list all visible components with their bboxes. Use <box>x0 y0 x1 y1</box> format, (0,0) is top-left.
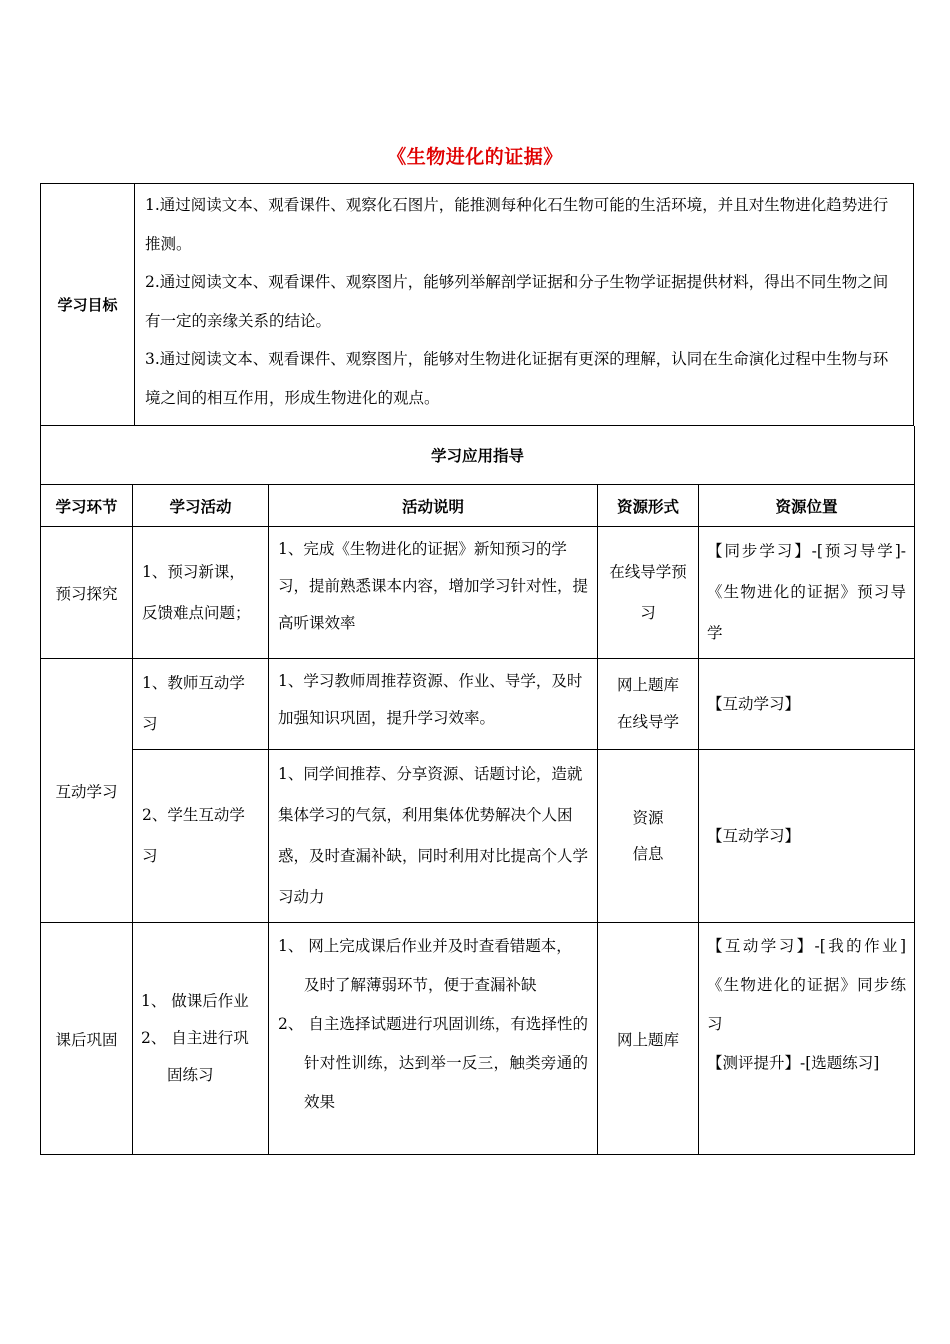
stage-cell: 互动学习 <box>41 659 133 923</box>
column-header: 资源位置 <box>699 485 915 527</box>
lesson-plan <box>40 183 914 1155</box>
activity-cell <box>133 923 269 1155</box>
objective-item: 1.通过阅读文本、观看课件、观察化石图片，能推测每种化石生物可能的生活环境，并且对生物进化趋势进行推测。 <box>145 196 889 253</box>
table-header-row <box>41 485 915 527</box>
activity-cell: 2、学生互动学习 <box>133 750 269 923</box>
resource-location-cell <box>699 923 915 1155</box>
description-cell: 1、学习教师周推荐资源、作业、导学，及时加强知识巩固，提升学习效率。 <box>269 659 598 750</box>
resource-type-cell: 在线导学预习 <box>598 527 699 659</box>
description-item: 1、 网上完成课后作业并及时查看错题本， <box>278 937 572 955</box>
table-row <box>41 527 915 659</box>
resource-location-item: 【互动学习】-[我的作业]《生物进化的证据》同步练习 <box>707 937 906 1033</box>
description-item: 及时了解薄弱环节，便于查漏补缺 <box>304 976 537 994</box>
table-row <box>41 659 915 750</box>
resource-type-line: 资源 <box>632 809 664 827</box>
resource-location-cell: 【互动学习】 <box>699 750 915 923</box>
objective-item: 3.通过阅读文本、观看课件、观察图片，能够对生物进化证据有更深的理解，认同在生命演化过程中生物与环境之间的相互作用，形成生物进化的观点。 <box>145 350 889 407</box>
objectives-content <box>135 184 914 426</box>
resource-type-line: 网上题库 <box>616 676 679 694</box>
description-item: 2、 自主选择试题进行巩固训练，有选择性的针对性训练，达到举一反三，触类旁通的效果 <box>278 1015 588 1111</box>
resource-type-cell <box>598 750 699 923</box>
activity-item: 1、 做课后作业 <box>141 992 249 1010</box>
stage-cell: 课后巩固 <box>41 923 133 1155</box>
column-header: 学习活动 <box>133 485 269 527</box>
resource-type-cell <box>598 659 699 750</box>
objective-item: 2.通过阅读文本、观看课件、观察图片，能够列举解剖学证据和分子生物学证据提供材料，得出不同生物之间有一定的亲缘关系的结论。 <box>145 273 889 330</box>
resource-type-cell: 网上题库 <box>598 923 699 1155</box>
guide-heading: 学习应用指导 <box>41 426 915 485</box>
resource-location-cell: 【同步学习】-[预习导学]- 《生物进化的证据》预习导学 <box>699 527 915 659</box>
column-header: 活动说明 <box>269 485 598 527</box>
resource-location-item: 【测评提升】-[选题练习] <box>707 1054 880 1072</box>
document-title: 《生物进化的证据》 <box>387 146 563 168</box>
guide-table <box>40 426 915 1155</box>
stage-cell: 预习探究 <box>41 527 133 659</box>
activity-cell: 1、教师互动学习 <box>133 659 269 750</box>
column-header: 学习环节 <box>41 485 133 527</box>
activity-cell: 1、预习新课，反馈难点问题； <box>133 527 269 659</box>
description-cell <box>269 923 598 1155</box>
table-row <box>41 750 915 923</box>
resource-type-line: 信息 <box>632 845 664 863</box>
table-row <box>41 923 915 1155</box>
column-header: 资源形式 <box>598 485 699 527</box>
objectives-table <box>40 183 914 426</box>
activity-item: 2、 自主进行巩固练习 <box>141 1029 249 1084</box>
description-cell: 1、同学间推荐、分享资源、话题讨论，造就集体学习的气氛，利用集体优势解决个人困惑，及时查漏补缺，同时利用对比提高个人学习动力 <box>269 750 598 923</box>
resource-type-line: 在线导学 <box>616 713 679 731</box>
description-cell: 1、完成《生物进化的证据》新知预习的学习，提前熟悉课本内容，增加学习针对性，提高听课效率 <box>269 527 598 659</box>
resource-location-cell: 【互动学习】 <box>699 659 915 750</box>
objectives-label: 学习目标 <box>41 184 135 426</box>
